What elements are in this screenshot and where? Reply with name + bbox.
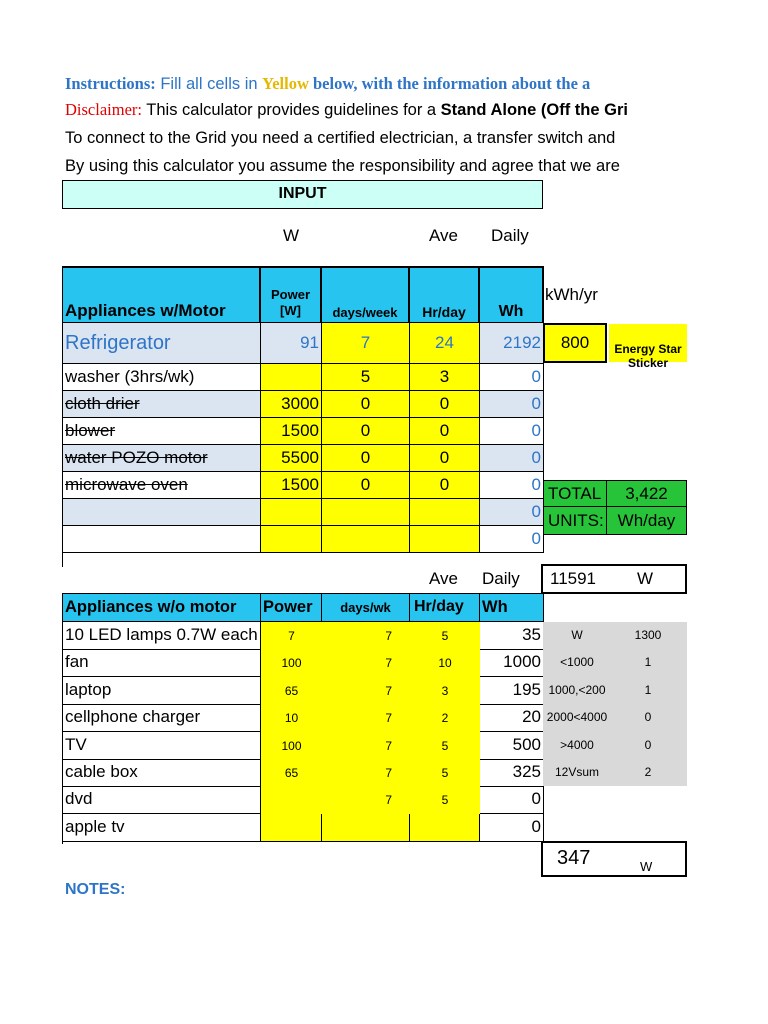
motor-row-days[interactable] xyxy=(322,526,410,553)
nomotor-row-name: fan xyxy=(63,649,261,677)
motor-row-wh: 0 xyxy=(480,418,544,445)
nomotor-row-power[interactable]: 100 xyxy=(261,649,322,677)
motor-header-power: Power [W] xyxy=(261,268,322,323)
motor-appliance-table xyxy=(62,266,544,567)
nomotor-row-hr[interactable]: 5 xyxy=(410,759,480,787)
motor-row-wh: 0 xyxy=(480,445,544,472)
instructions-text1: Fill all cells in xyxy=(155,75,263,93)
motor-row-hr[interactable]: 0 xyxy=(410,391,480,418)
motor-row-name xyxy=(63,499,261,526)
motor-row-name xyxy=(63,526,261,553)
motor-row-power[interactable]: 3000 xyxy=(261,391,322,418)
disclaimer-bold: Stand Alone (Off the Gri xyxy=(440,101,628,119)
nomotor-row-days[interactable]: 7 xyxy=(322,732,410,760)
bottom-summary-value: 347 xyxy=(557,847,591,869)
mid-summary-box xyxy=(541,564,687,594)
motor-row-name: Refrigerator xyxy=(63,323,261,364)
motor-row-wh: 0 xyxy=(480,364,544,391)
range-row-count: 1 xyxy=(644,655,652,670)
nomotor-header-hr: Hr/day xyxy=(410,594,480,622)
motor-row-power[interactable]: 91 xyxy=(261,323,322,364)
total-value-cell xyxy=(607,480,687,507)
disclaimer-text1: This calculator provides guidelines for a xyxy=(141,101,441,119)
nomotor-row-name: TV xyxy=(63,732,261,760)
total-label-cell xyxy=(543,480,607,507)
nomotor-row-power[interactable] xyxy=(261,814,322,842)
units-label-cell xyxy=(543,507,607,535)
nomotor-row-hr[interactable]: 10 xyxy=(410,649,480,677)
mid-summary-unit: W xyxy=(637,569,654,588)
nomotor-row-hr[interactable]: 5 xyxy=(410,786,480,814)
nomotor-row-name: 10 LED lamps 0.7W each xyxy=(63,622,261,650)
mid-daily-label: Daily xyxy=(482,569,520,588)
motor-row-days[interactable]: 7 xyxy=(322,323,410,364)
col-label-ave: Ave xyxy=(429,226,458,245)
range-row-count: 1300 xyxy=(634,628,662,642)
total-value: 3,422 xyxy=(625,484,668,503)
motor-row-hr[interactable] xyxy=(410,526,480,553)
instructions-yellow: Yellow xyxy=(262,74,309,93)
bottom-summary-unit: W xyxy=(640,859,653,874)
motor-row-days[interactable]: 0 xyxy=(322,445,410,472)
fridge-kwh-value: 800 xyxy=(560,333,590,352)
nomotor-row-name: apple tv xyxy=(63,814,261,842)
nomotor-row-days[interactable]: 7 xyxy=(322,786,410,814)
motor-row-power[interactable] xyxy=(261,526,322,553)
nomotor-row-name: laptop xyxy=(63,677,261,705)
nomotor-row-days[interactable]: 7 xyxy=(322,677,410,705)
nomotor-row-wh: 0 xyxy=(480,786,544,814)
motor-row-hr[interactable]: 0 xyxy=(410,445,480,472)
disclaimer-lead: Disclaimer: xyxy=(65,100,142,119)
wattage-range-table xyxy=(543,622,687,786)
col-label-w: W xyxy=(283,226,300,245)
range-row-count: 0 xyxy=(644,710,652,725)
nomotor-row-power[interactable] xyxy=(261,786,322,814)
nomotor-row-hr[interactable]: 5 xyxy=(410,732,480,760)
motor-row-wh: 2192 xyxy=(480,323,544,364)
disclaimer-line xyxy=(65,98,687,122)
nomotor-row-days[interactable]: 7 xyxy=(322,622,410,650)
mid-summary-value: 11591 xyxy=(550,569,597,588)
nomotor-row-hr[interactable]: 5 xyxy=(410,622,480,650)
nomotor-row-hr[interactable]: 3 xyxy=(410,677,480,705)
motor-header-hr: Hr/day xyxy=(410,268,480,323)
nomotor-row-days[interactable]: 7 xyxy=(322,649,410,677)
motor-row-wh: 0 xyxy=(480,391,544,418)
motor-row-hr[interactable] xyxy=(410,499,480,526)
nomotor-row-name: cellphone charger xyxy=(63,704,261,732)
instructions-line xyxy=(65,72,687,96)
motor-row-hr[interactable]: 3 xyxy=(410,364,480,391)
mid-ave-label: Ave xyxy=(429,569,458,588)
motor-row-days[interactable]: 0 xyxy=(322,418,410,445)
total-label: TOTAL xyxy=(548,484,602,503)
nomotor-row-wh: 500 xyxy=(480,732,544,760)
grid-connect-line: To connect to the Grid you need a certified electrician, a transfer switch and xyxy=(65,129,616,147)
energy-star-label: Energy Star Sticker xyxy=(614,342,682,370)
range-row-label: <1000 xyxy=(560,655,594,670)
col-label-daily: Daily xyxy=(491,226,529,245)
motor-row-name: water POZO motor xyxy=(63,445,261,472)
nomotor-row-wh: 20 xyxy=(480,704,544,732)
range-row-label: 2000<4000 xyxy=(546,710,608,725)
range-row-count: 1 xyxy=(644,682,652,697)
nomotor-row-power[interactable]: 65 xyxy=(261,677,322,705)
fridge-kwh-cell[interactable] xyxy=(543,323,607,363)
motor-row-power[interactable] xyxy=(261,499,322,526)
notes-label: NOTES: xyxy=(65,881,126,898)
nomotor-row-days[interactable]: 7 xyxy=(322,759,410,787)
nomotor-header-wh: Wh xyxy=(480,594,544,622)
motor-row-power[interactable]: 5500 xyxy=(261,445,322,472)
motor-row-wh: 0 xyxy=(480,472,544,499)
range-row-label: 1000,<200 xyxy=(548,682,606,697)
motor-row-name: microwave oven xyxy=(63,472,261,499)
motor-row-days[interactable]: 5 xyxy=(322,364,410,391)
motor-row-name: blower xyxy=(63,418,261,445)
range-row-count: 2 xyxy=(644,765,652,779)
nomotor-row-days[interactable] xyxy=(322,814,410,842)
nomotor-appliance-table xyxy=(62,593,544,844)
nomotor-row-wh: 0 xyxy=(480,814,544,842)
nomotor-header-days: days/wk xyxy=(322,594,410,622)
nomotor-row-name: dvd xyxy=(63,786,261,814)
motor-row-power[interactable] xyxy=(261,364,322,391)
instructions-lead: Instructions: xyxy=(65,74,156,93)
units-label: UNITS: xyxy=(548,511,604,530)
motor-row-hr[interactable]: 24 xyxy=(410,323,480,364)
range-row-label: 12Vsum xyxy=(554,765,600,779)
motor-row-wh: 0 xyxy=(480,499,544,526)
motor-row-hr[interactable]: 0 xyxy=(410,418,480,445)
motor-row-power[interactable]: 1500 xyxy=(261,418,322,445)
motor-row-name: washer (3hrs/wk) xyxy=(63,364,261,391)
nomotor-row-power[interactable]: 10 xyxy=(261,704,322,732)
motor-header-name: Appliances w/Motor xyxy=(63,268,261,323)
motor-row-power[interactable]: 1500 xyxy=(261,472,322,499)
nomotor-header-power: Power xyxy=(261,594,322,622)
units-value: Wh/day xyxy=(617,511,676,530)
col-label-kwh: kWh/yr xyxy=(545,285,598,304)
nomotor-header-name: Appliances w/o motor xyxy=(63,594,261,622)
nomotor-row-hr[interactable]: 2 xyxy=(410,704,480,732)
input-header xyxy=(62,180,543,209)
nomotor-row-power[interactable]: 65 xyxy=(261,759,322,787)
range-row-count: 0 xyxy=(644,737,652,752)
motor-row-hr[interactable]: 0 xyxy=(410,472,480,499)
nomotor-row-name: cable box xyxy=(63,759,261,787)
range-row-label: W xyxy=(571,628,583,642)
bottom-summary-box xyxy=(541,841,687,877)
energy-star-sticker xyxy=(609,324,687,370)
motor-row-wh: 0 xyxy=(480,526,544,553)
nomotor-row-days[interactable]: 7 xyxy=(322,704,410,732)
input-header-label: INPUT xyxy=(278,185,327,202)
motor-row-days[interactable]: 0 xyxy=(322,391,410,418)
nomotor-row-hr[interactable] xyxy=(410,814,480,842)
instructions-text2: below, with the information about the a xyxy=(308,74,591,93)
nomotor-row-power[interactable]: 100 xyxy=(261,732,322,760)
range-row-label: >4000 xyxy=(560,737,594,752)
nomotor-row-wh: 325 xyxy=(480,759,544,787)
motor-row-name: cloth drier xyxy=(63,391,261,418)
motor-row-days[interactable]: 0 xyxy=(322,472,410,499)
nomotor-row-wh: 1000 xyxy=(480,649,544,677)
nomotor-row-wh: 195 xyxy=(480,677,544,705)
nomotor-row-wh: 35 xyxy=(480,622,544,650)
responsibility-line: By using this calculator you assume the responsibility and agree that we are xyxy=(65,157,620,175)
units-value-cell xyxy=(607,507,687,535)
motor-header-wh: Wh xyxy=(480,268,544,323)
motor-header-days: days/week xyxy=(322,268,410,323)
motor-row-days[interactable] xyxy=(322,499,410,526)
nomotor-row-power[interactable]: 7 xyxy=(261,622,322,650)
